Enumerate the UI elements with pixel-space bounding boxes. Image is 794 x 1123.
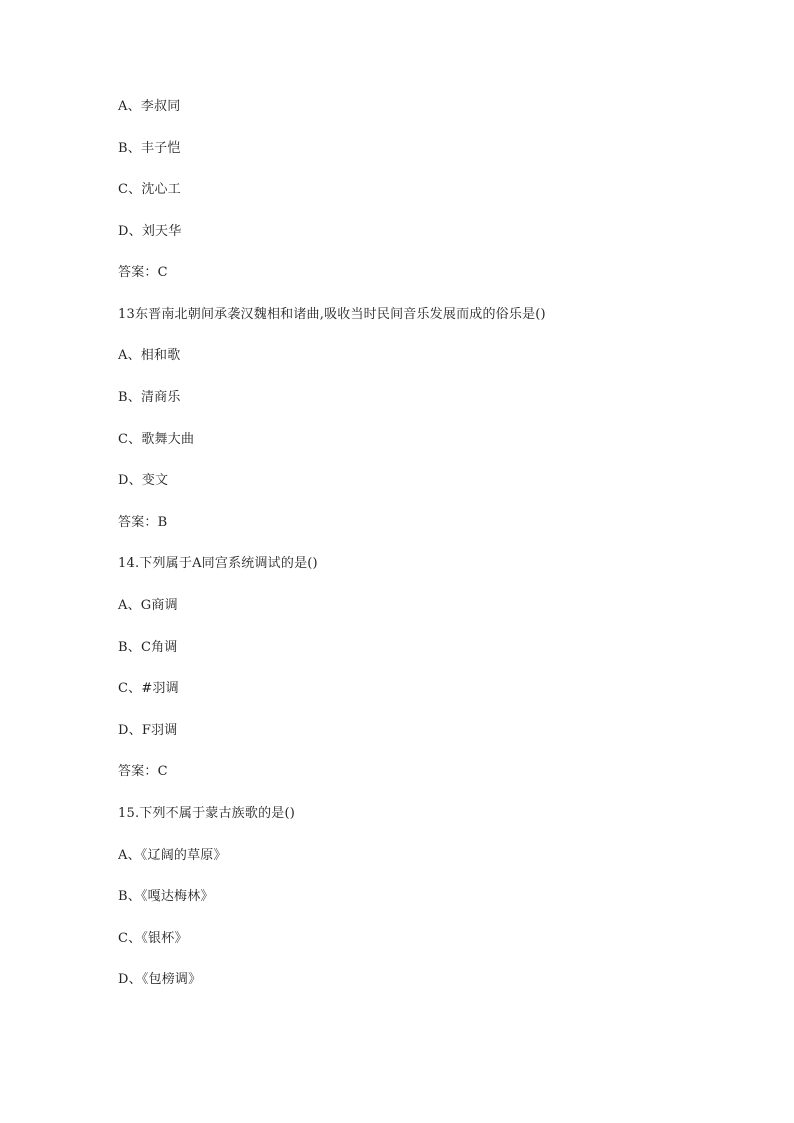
answer-q13: 答案：B [118, 515, 168, 530]
option-c-q15: C、《银杯》 [118, 931, 188, 946]
option-c-q13: C、歌舞大曲 [118, 432, 195, 447]
answer-q14: 答案：C [118, 764, 168, 779]
option-c-q14: C、#羽调 [118, 681, 179, 696]
answer-q12: 答案：C [118, 265, 168, 280]
option-d-q14: D、F羽调 [118, 723, 178, 738]
option-b-q15: B、《嘎达梅林》 [118, 889, 214, 904]
option-d-q12: D、刘天华 [118, 224, 182, 239]
question-14: 14.下列属于A同宫系统调试的是() [118, 556, 318, 571]
option-d-q15: D、《包榜调》 [118, 972, 202, 987]
option-b-q12: B、丰子恺 [118, 141, 181, 156]
question-13: 13东晋南北朝间承袭汉魏相和诸曲,吸收当时民间音乐发展而成的俗乐是() [118, 307, 546, 322]
option-b-q14: B、C角调 [118, 640, 178, 655]
question-15: 15.下列不属于蒙古族歌的是() [118, 806, 296, 821]
option-a-q15: A、《辽阔的草原》 [118, 848, 227, 863]
option-c-q12: C、沈心工 [118, 182, 181, 197]
option-a-q14: A、G商调 [118, 598, 178, 613]
option-d-q13: D、变文 [118, 473, 169, 488]
option-a-q13: A、相和歌 [118, 348, 181, 363]
option-a-q12: A、李叔同 [118, 99, 181, 114]
option-b-q13: B、清商乐 [118, 390, 181, 405]
